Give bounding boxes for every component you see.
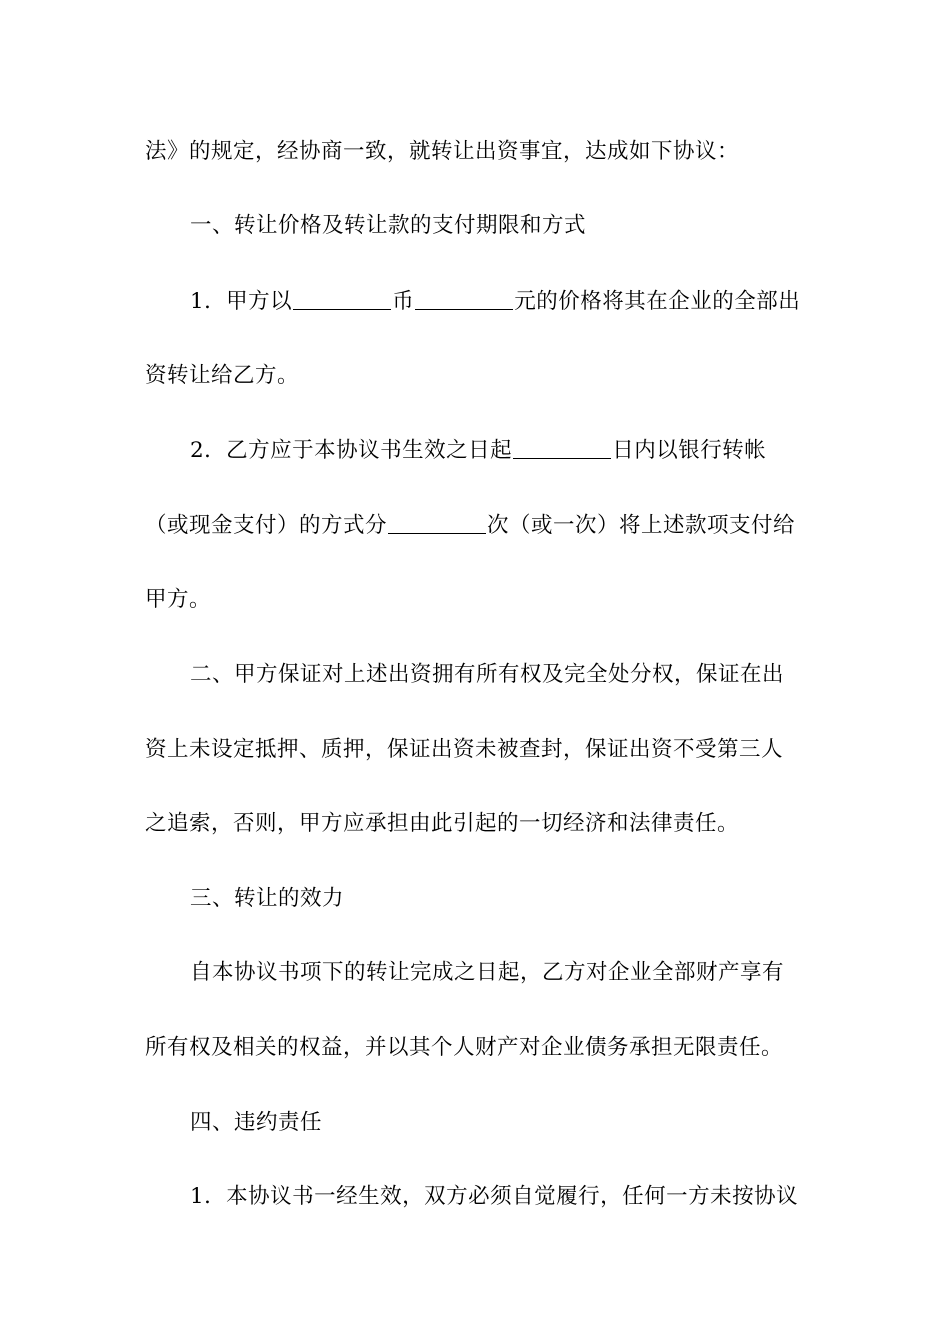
clause-line xyxy=(190,431,870,471)
clause-line xyxy=(190,282,870,322)
text-line: 法》的规定，经协商一致，就转让出资事宜，达成如下协议： xyxy=(145,139,740,164)
clause-text: 币 xyxy=(392,289,415,314)
text-line: 资上未设定抵押、质押，保证出资未被查封，保证出资不受第三人 xyxy=(145,737,784,762)
clause-text: 2．乙方应于本协议书生效之日起 xyxy=(190,438,513,463)
section-heading: 三、转让的效力 xyxy=(190,886,345,911)
text-line: 之追索，否则，甲方应承担由此引起的一切经济和法律责任。 xyxy=(145,811,740,836)
text-line: 资转让给乙方。 xyxy=(145,363,300,388)
clause-text: （或现金支付）的方式分 xyxy=(145,513,388,538)
clause-text: 元的价格将其在企业的全部出 xyxy=(514,289,801,314)
clause-text: 日内以银行转帐 xyxy=(612,438,767,463)
fill-blank xyxy=(293,287,391,310)
section-heading: 四、违约责任 xyxy=(190,1110,323,1135)
clause-text: 1．甲方以 xyxy=(190,289,293,314)
fill-blank xyxy=(415,287,513,310)
text-line: 所有权及相关的权益，并以其个人财产对企业债务承担无限责任。 xyxy=(145,1035,784,1060)
text-line: 甲方。 xyxy=(145,587,212,612)
fill-blank xyxy=(388,511,486,534)
clause-line: 1．本协议书一经生效，双方必须自觉履行，任何一方未按协议 xyxy=(190,1184,799,1209)
fill-blank xyxy=(513,436,611,459)
clause-text: 次（或一次）将上述款项支付给 xyxy=(487,513,796,538)
section-heading: 二、甲方保证对上述出资拥有所有权及完全处分权，保证在出 xyxy=(190,662,785,687)
clause-line xyxy=(145,506,825,546)
text-line: 自本协议书项下的转让完成之日起，乙方对企业全部财产享有 xyxy=(190,960,785,985)
section-heading: 一、转让价格及转让款的支付期限和方式 xyxy=(190,213,587,238)
